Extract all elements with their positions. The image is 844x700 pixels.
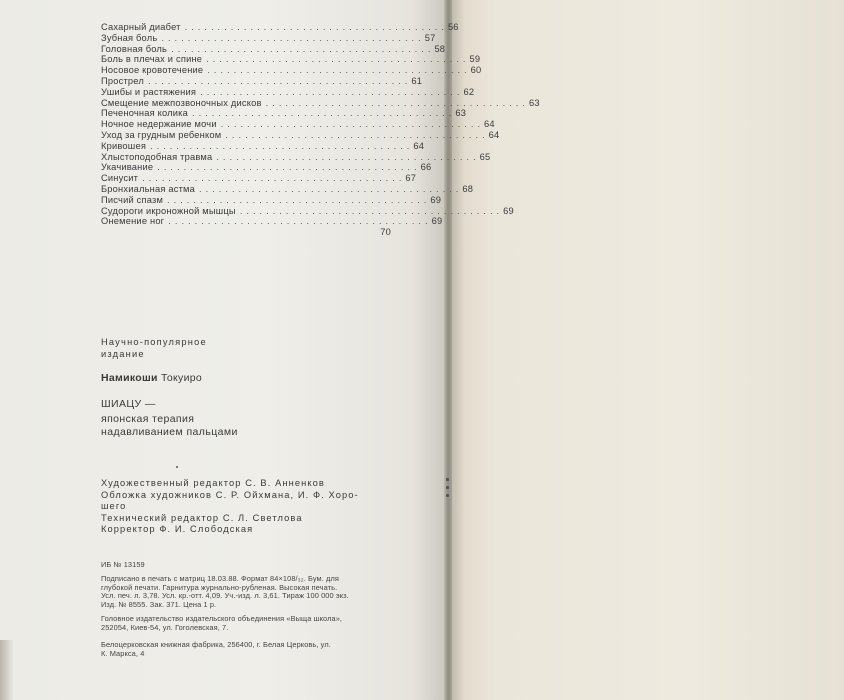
credit-line: Обложка художников С. Р. Ойхмана, И. Ф. Хоро- [101, 489, 359, 500]
toc-row [101, 65, 482, 76]
toc-entry-title: Смещение межпозвоночных дисков [101, 97, 262, 108]
edition-type [101, 336, 207, 360]
toc-leader-dots: ........................................ [184, 22, 448, 32]
publisher-line: Головное издательство издательского объединения «Выща школа», [101, 614, 343, 623]
toc-entry-title: Боль в плечах и спине [101, 54, 203, 65]
toc-page-number: 60 [470, 65, 482, 76]
toc-page-number: 59 [469, 54, 481, 65]
printer-block [101, 641, 331, 658]
toc-entry-title: Синусит [101, 173, 139, 184]
toc-row [101, 162, 432, 173]
toc-entry-title: Ушибы и растяжения [101, 86, 197, 97]
toc-row [101, 151, 491, 163]
printer-line: К. Маркса, 4 [101, 648, 145, 658]
author-surname: Намикоши [101, 372, 158, 384]
toc-row [101, 97, 540, 109]
toc-page-number: 63 [528, 97, 540, 108]
toc-leader-dots: ........................................ [167, 194, 431, 205]
print-info-line: Подписано в печать с матриц 18.03.88. Формат 84×108/₃₂. Бум. для [101, 574, 339, 583]
toc-entry-title: Носовое кровотечение [101, 65, 204, 76]
toc-page-number: 61 [411, 75, 423, 86]
print-info-line: глубокой печати. Гарнитура журнально-рубленая. Высокая печать. [101, 582, 338, 592]
toc-leader-dots: ........................................ [207, 65, 471, 76]
toc-row [101, 227, 391, 238]
toc-row [101, 43, 446, 55]
credits-block [101, 478, 359, 536]
toc-leader-dots: ........................................ [148, 75, 412, 86]
table-of-contents [101, 22, 540, 238]
toc-leader-dots: ........................................ [157, 162, 421, 173]
printer-line: Белоцерковская книжная фабрика, 256400, г. Белая Церковь, ул. [101, 640, 331, 649]
toc-entry-title: Головная боль [101, 43, 168, 54]
toc-row [101, 75, 423, 87]
toc-leader-dots: ........................................ [206, 54, 470, 65]
toc-leader-dots: ........................................ [199, 183, 463, 194]
toc-page-number: 70 [380, 227, 391, 238]
print-info-line: Изд. № 8555. Зак. 371. Цена 1 р. [101, 599, 217, 609]
toc-page-number: 69 [430, 194, 442, 205]
toc-page-number: 57 [424, 32, 436, 43]
toc-leader-dots: ........................................ [161, 32, 425, 43]
toc-entry-title: Бронхиальная астма [101, 183, 196, 194]
toc-row [101, 32, 436, 44]
credit-line: Художественный редактор С. В. Анненков [101, 478, 325, 488]
paper-speck [176, 466, 178, 468]
print-info-block [101, 575, 349, 609]
publisher-block [101, 615, 342, 632]
toc-leader-dots: ........................................ [220, 119, 485, 130]
toc-entry-title: Писчий спазм [101, 194, 164, 205]
book-subtitle-2: надавливанием пальцами [101, 426, 238, 438]
toc-page-number: 56 [447, 22, 459, 32]
toc-entry-title: Зубная боль [101, 32, 158, 43]
toc-entry-title: Прострел [101, 75, 144, 86]
author-name: Токуиро [161, 372, 203, 384]
toc-row [101, 86, 475, 98]
toc-leader-dots: ........................................ [200, 86, 464, 97]
toc-leader-dots: ........................................ [192, 108, 456, 119]
author-line [101, 372, 202, 384]
toc-page-number: 64 [413, 140, 425, 151]
toc-page-number: 68 [462, 183, 474, 194]
book-title: ШИАЦУ — [101, 398, 156, 410]
ib-number: ИБ № 13159 [101, 560, 145, 569]
credit-line: Корректор Ф. И. Слободская [101, 524, 254, 535]
page-shadow [0, 640, 14, 700]
toc-row [101, 173, 417, 184]
toc-leader-dots: ........................................ [168, 216, 432, 227]
toc-row [101, 22, 459, 33]
toc-page-number: 64 [484, 119, 495, 130]
toc-leader-dots: ........................................ [265, 97, 529, 108]
toc-entry-title: Кривошея [101, 140, 147, 151]
toc-entry-title: Хлыстоподобная травма [101, 151, 213, 162]
toc-leader-dots: ........................................ [150, 140, 414, 151]
toc-entry-title: Судороги икроножной мышцы [101, 205, 236, 216]
toc-row [101, 129, 500, 141]
toc-row [101, 216, 443, 227]
toc-page-number: 69 [503, 205, 514, 216]
toc-entry-title: Сахарный диабет [101, 22, 181, 32]
paper-speck [446, 478, 449, 481]
toc-entry-title: Печеночная колика [101, 108, 189, 119]
paper-speck [446, 486, 449, 489]
toc-leader-dots: ........................................ [171, 43, 435, 54]
toc-page-number: 67 [405, 173, 417, 184]
toc-leader-dots: ........................................ [142, 173, 406, 184]
toc-page-number: 62 [463, 86, 475, 97]
toc-page-number: 64 [488, 129, 500, 140]
toc-row [101, 140, 425, 152]
toc-entry-title: Онемение ног [101, 216, 165, 227]
toc-row [101, 54, 481, 65]
edition-line-1: Научно-популярное [101, 337, 207, 347]
toc-leader-dots [101, 227, 371, 238]
credit-line: Технический редактор С. Л. Светлова [101, 512, 303, 523]
toc-row [101, 183, 474, 195]
toc-page-number: 63 [455, 108, 467, 119]
toc-entry-title: Ночное недержание мочи [101, 119, 217, 130]
toc-leader-dots: ........................................ [225, 129, 489, 140]
toc-entry-title: Уход за грудным ребенком [101, 129, 222, 140]
book-title-block [101, 398, 238, 439]
print-info-line: Усл. печ. л. 3,78. Усл. кр.-отт. 4,09. Уч.-изд. л. 3,61. Тираж 100 000 экз. [101, 591, 349, 601]
toc-page-number: 58 [434, 43, 446, 54]
toc-row [101, 119, 495, 130]
toc-leader-dots: ........................................ [239, 205, 504, 216]
toc-leader-dots: ........................................ [216, 151, 480, 162]
book-subtitle-1: японская терапия [101, 413, 195, 425]
toc-page-number: 69 [431, 216, 443, 227]
toc-row [101, 205, 514, 217]
edition-line-2: издание [101, 349, 145, 359]
paper-speck [446, 494, 449, 497]
toc-page-number: 65 [479, 151, 491, 162]
publisher-line: 252054, Киев-54, ул. Гоголевская, 7. [101, 622, 229, 632]
toc-row [101, 194, 442, 206]
credit-line: шего [101, 501, 127, 512]
toc-entry-title: Укачивание [101, 162, 154, 173]
toc-page-number: 66 [420, 162, 432, 173]
toc-row [101, 108, 467, 119]
